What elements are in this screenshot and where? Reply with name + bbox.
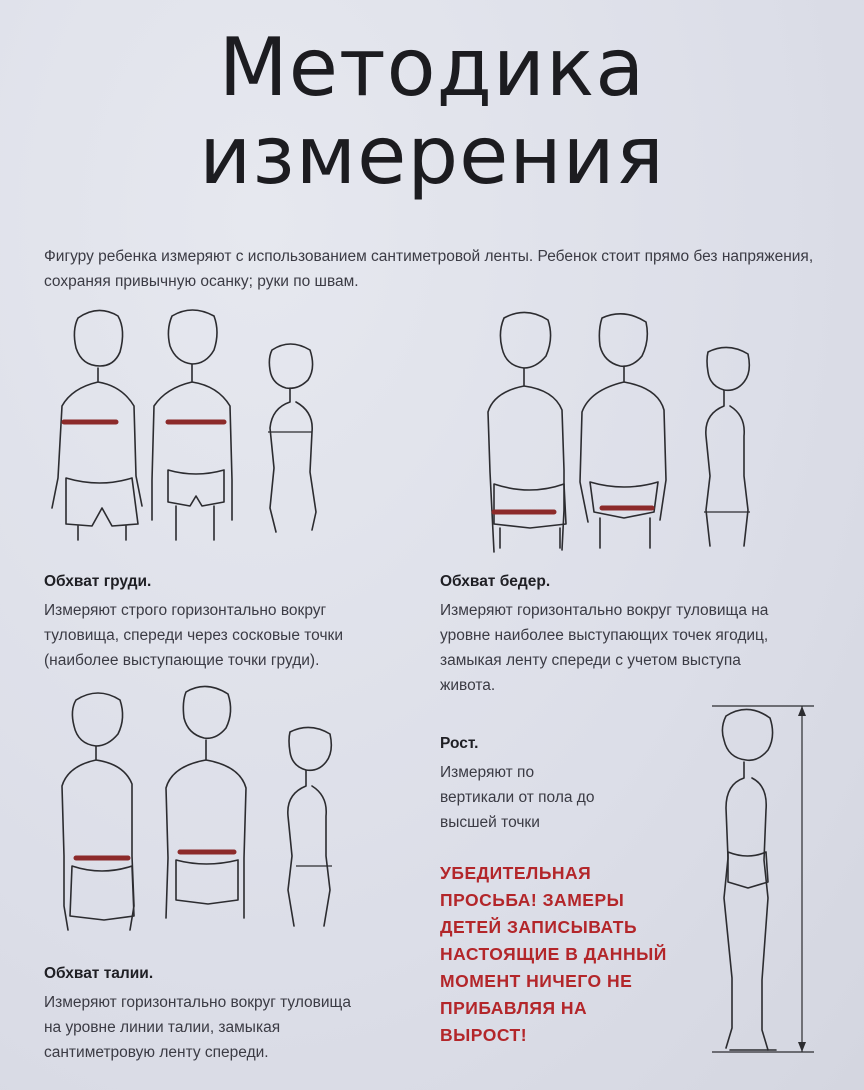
warning-line-7: ВЫРОСТ! — [440, 1025, 528, 1045]
warning-notice — [440, 860, 720, 1049]
waist-line-1: Измеряют горизонтально вокруг туловища — [44, 994, 351, 1011]
intro-text: Фигуру ребенка измеряют с использованием сантиметровой ленты. Ребенок стоит прямо без напряжения, сохраняя привычную осанку; руки по швам. — [44, 248, 814, 290]
waist-figure-side — [288, 727, 332, 926]
chest-figure-front — [152, 310, 232, 540]
chest-line-2: туловища, спереди через сосковые точки — [44, 627, 343, 644]
waist-line-3: сантиметровую ленту спереди. — [44, 1044, 269, 1061]
hips-figure-side — [704, 347, 750, 546]
chest-figure-side — [268, 344, 316, 532]
waist-figure-back — [62, 693, 134, 930]
warning-line-4: НАСТОЯЩИЕ В ДАННЫЙ — [440, 944, 667, 964]
height-line-3: высшей точки — [440, 814, 540, 831]
height-description — [440, 760, 640, 835]
warning-line-2: ПРОСЬБА! ЗАМЕРЫ — [440, 890, 625, 910]
waist-figure-front — [166, 686, 246, 918]
height-heading: Рост. — [440, 735, 479, 752]
hips-figure-front — [580, 314, 666, 548]
chest-heading: Обхват груди. — [44, 573, 152, 590]
warning-line-5: МОМЕНТ НИЧЕГО НЕ — [440, 971, 633, 991]
warning-line-6: ПРИБАВЛЯЯ НА — [440, 998, 588, 1018]
waist-description — [44, 990, 424, 1065]
hips-section — [440, 570, 840, 698]
chest-section — [44, 570, 424, 673]
hips-figure-back — [488, 312, 566, 552]
height-line-1: Измеряют по — [440, 764, 535, 781]
waist-section — [44, 962, 424, 1065]
chest-line-3: (наиболее выступающие точки груди). — [44, 652, 320, 669]
hips-line-2: уровне наиболее выступающих точек ягодиц, — [440, 627, 769, 644]
page-title-line-1: Методика — [218, 21, 646, 114]
height-section — [440, 732, 640, 835]
hips-description — [440, 598, 840, 698]
height-line-2: вертикали от пола до — [440, 789, 595, 806]
warning-line-1: УБЕДИТЕЛЬНАЯ — [440, 863, 592, 883]
chest-description — [44, 598, 424, 673]
page-title-line-2: измерения — [199, 109, 665, 202]
height-figure — [712, 706, 814, 1052]
hips-line-4: живота. — [440, 677, 496, 694]
hips-line-3: замыкая ленту спереди с учетом выступа — [440, 652, 741, 669]
chest-line-1: Измеряют строго горизонтально вокруг — [44, 602, 327, 619]
warning-line-3: ДЕТЕЙ ЗАПИСЫВАТЬ — [440, 917, 638, 937]
waist-heading: Обхват талии. — [44, 965, 154, 982]
hips-line-1: Измеряют горизонтально вокруг туловища на — [440, 602, 769, 619]
chest-figure-back — [52, 310, 142, 540]
hips-heading: Обхват бедер. — [440, 573, 551, 590]
waist-line-2: на уровне линии талии, замыкая — [44, 1019, 281, 1036]
